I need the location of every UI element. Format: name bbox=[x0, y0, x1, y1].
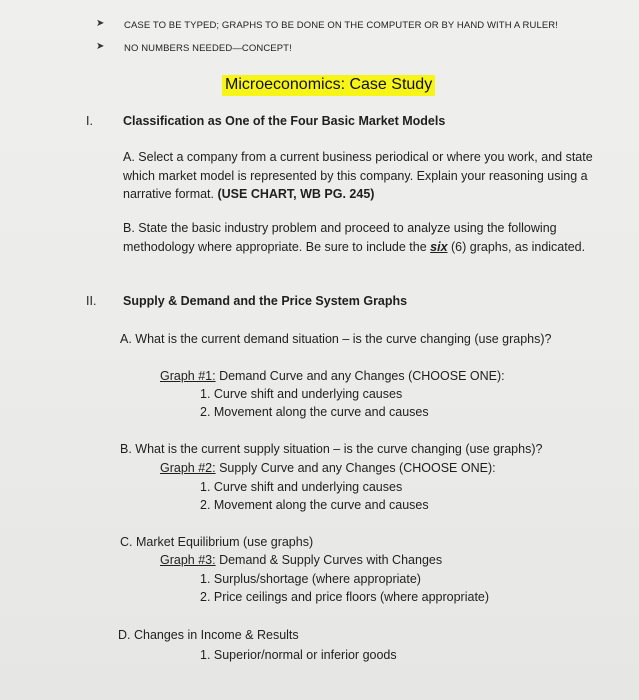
question: C. Market Equilibrium (use graphs) bbox=[120, 535, 314, 549]
option-line: 2. Price ceilings and price floors (where appropriate) bbox=[200, 590, 490, 604]
question: B. What is the current supply situation – is the curve changing (use graphs)? bbox=[120, 442, 543, 456]
option-line: 2. Movement along the curve and causes bbox=[200, 498, 429, 512]
arrow-bullet-icon: ➤ bbox=[96, 18, 105, 29]
option-line: 1. Curve shift and underlying causes bbox=[200, 387, 403, 401]
section-item: A. Select a company from a current business periodical or where you work, and state which market model is represented by this company. Explain your reasoning using a narrative format. (USE CHART, WB PG. 245) bbox=[123, 150, 593, 201]
instruction-line: NO NUMBERS NEEDED—CONCEPT! bbox=[124, 43, 292, 54]
option-line: 1. Superior/normal or inferior goods bbox=[200, 648, 397, 662]
question: D. Changes in Income & Results bbox=[118, 628, 299, 642]
section-heading: Supply & Demand and the Price System Graphs bbox=[123, 294, 408, 308]
instruction-line: CASE TO BE TYPED; GRAPHS TO BE DONE ON THE COMPUTER OR BY HAND WITH A RULER! bbox=[124, 20, 558, 31]
option-line: 1. Curve shift and underlying causes bbox=[200, 480, 403, 494]
section-heading: Classification as One of the Four Basic Market Models bbox=[123, 114, 446, 128]
graph-line: Graph #3: Demand & Supply Curves with Changes bbox=[160, 553, 443, 567]
arrow-bullet-icon: ➤ bbox=[96, 41, 105, 52]
section-numeral: I. bbox=[86, 114, 93, 128]
question: A. What is the current demand situation – is the curve changing (use graphs)? bbox=[120, 332, 552, 346]
document-title: Microeconomics: Case Study bbox=[222, 75, 435, 96]
section-numeral: II. bbox=[86, 294, 97, 308]
option-line: 1. Surplus/shortage (where appropriate) bbox=[200, 572, 421, 586]
graph-line: Graph #1: Demand Curve and any Changes (CHOOSE ONE): bbox=[160, 369, 505, 383]
option-line: 2. Movement along the curve and causes bbox=[200, 405, 429, 419]
section-item: B. State the basic industry problem and proceed to analyze using the following methodology where appropriate. Be sure to include the six (6) graphs, as indicated. bbox=[123, 221, 586, 254]
graph-line: Graph #2: Supply Curve and any Changes (CHOOSE ONE): bbox=[160, 461, 496, 475]
